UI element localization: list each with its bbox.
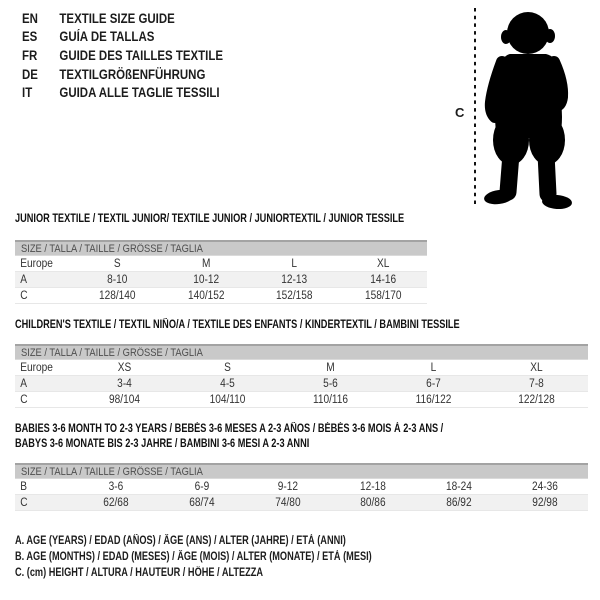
footnote-line xyxy=(15,533,461,549)
table-row xyxy=(15,272,427,288)
size-cell: 6-7 xyxy=(426,377,441,390)
size-cell: XL xyxy=(530,361,543,374)
row-label: A xyxy=(20,273,28,286)
guide-title: GUÍA DE TALLAS xyxy=(59,29,155,45)
size-cell: L xyxy=(291,257,298,270)
guide-title: GUIDA ALLE TAGLIE TESSILI xyxy=(59,85,220,101)
size-cell: 74/80 xyxy=(274,496,301,509)
footnote-legend xyxy=(15,533,461,582)
size-cell: 158/170 xyxy=(364,289,402,302)
size-cell: 18-24 xyxy=(446,480,473,493)
size-cell: 10-12 xyxy=(192,273,219,286)
size-header-bar xyxy=(15,463,588,479)
size-cell: 152/158 xyxy=(275,289,313,302)
size-cell: 116/122 xyxy=(415,393,452,406)
children-table-title: CHILDREN'S TEXTILE / TEXTIL NIÑO/A / TEXTILE DES ENFANTS / KINDERTEXTIL / BAMBINI TESSILE xyxy=(15,319,460,331)
junior-table-title: JUNIOR TEXTILE / TEXTIL JUNIOR/ TEXTILE JUNIOR / JUNIORTEXTIL / JUNIOR TESSILE xyxy=(15,213,405,225)
language-code: DE xyxy=(22,66,38,82)
size-cell: XS xyxy=(117,361,132,374)
size-cell: 3-4 xyxy=(117,377,132,390)
size-cell: 92/98 xyxy=(532,496,558,509)
guide-title: GUIDE DES TAILLES TEXTILE xyxy=(59,47,224,63)
size-cell: 6-9 xyxy=(194,480,210,493)
size-cell: 98/104 xyxy=(109,393,140,406)
footnote-line xyxy=(15,549,461,565)
language-code: IT xyxy=(22,85,33,101)
size-header-label: SIZE / TALLA / TAILLE / GRÖSSE / TAGLIA xyxy=(21,346,203,359)
language-code: EN xyxy=(22,10,38,26)
row-label: Europe xyxy=(20,361,53,374)
language-row xyxy=(22,65,223,84)
guide-title: TEXTILE SIZE GUIDE xyxy=(59,10,175,26)
size-cell: 128/140 xyxy=(98,289,136,302)
row-label: C xyxy=(20,496,28,509)
size-header-bar xyxy=(15,240,427,256)
table-row xyxy=(15,360,588,376)
table-row xyxy=(15,495,588,511)
size-header-label: SIZE / TALLA / TAILLE / GRÖSSE / TAGLIA xyxy=(21,242,203,255)
size-cell: 68/74 xyxy=(189,496,215,509)
size-cell: 8-10 xyxy=(107,273,128,286)
size-cell: 14-16 xyxy=(369,273,396,286)
language-title-list xyxy=(22,9,259,102)
babies-table xyxy=(15,479,588,511)
size-cell: XL xyxy=(376,257,389,270)
size-cell: 9-12 xyxy=(277,480,298,493)
size-cell: S xyxy=(113,257,121,270)
language-code: ES xyxy=(22,29,38,45)
table-row xyxy=(15,288,427,304)
size-cell: 24-36 xyxy=(532,480,559,493)
size-cell: M xyxy=(326,361,335,374)
size-cell: 3-6 xyxy=(108,480,124,493)
size-cell: 122/128 xyxy=(518,393,555,406)
footnote-text: B. AGE (MONTHS) / EDAD (MESES) / ÂGE (MOIS) / ALTER (MONATE) / ETÀ (MESI) xyxy=(15,551,372,564)
size-cell: S xyxy=(224,361,231,374)
table-row xyxy=(15,479,588,495)
row-label: C xyxy=(20,393,28,406)
table-row xyxy=(15,376,588,392)
size-cell: 104/110 xyxy=(209,393,246,406)
babies-table-title: BABIES 3-6 MONTH TO 2-3 YEARS / BEBÉS 3-6 MESES A 2-3 AÑOS / BÉBÉS 3-6 MOIS À 2-3 ANS / BABYS 3-6 MONATE BIS 2-3 JAHRE / BAMBINI 3-6 MESI A 2-3 ANNI xyxy=(15,423,444,450)
size-cell: 7-8 xyxy=(529,377,544,390)
row-label: C xyxy=(20,289,28,302)
size-cell: 5-6 xyxy=(323,377,338,390)
toddler-silhouette-icon xyxy=(450,4,590,214)
language-row xyxy=(22,46,223,65)
table-row xyxy=(15,392,588,408)
row-label: A xyxy=(20,377,28,390)
table-row xyxy=(15,256,427,272)
height-measure-label: C xyxy=(455,105,465,120)
size-cell: 12-13 xyxy=(281,273,308,286)
size-cell: 4-5 xyxy=(220,377,235,390)
row-label: Europe xyxy=(20,257,53,270)
language-row xyxy=(22,28,223,47)
footnote-line xyxy=(15,565,461,581)
size-cell: 110/116 xyxy=(312,393,349,406)
size-cell: 86/92 xyxy=(446,496,472,509)
toddler-silhouette-shape xyxy=(483,12,572,210)
language-row xyxy=(22,9,223,28)
size-cell: 62/68 xyxy=(103,496,129,509)
row-label: B xyxy=(20,480,28,493)
language-code: FR xyxy=(22,47,38,63)
size-cell: 80/86 xyxy=(360,496,387,509)
size-header-label: SIZE / TALLA / TAILLE / GRÖSSE / TAGLIA xyxy=(21,465,203,478)
children-table xyxy=(15,360,588,408)
size-cell: L xyxy=(430,361,437,374)
size-header-bar xyxy=(15,344,588,360)
size-cell: M xyxy=(201,257,210,270)
language-row xyxy=(22,83,223,102)
junior-table xyxy=(15,256,427,304)
footnote-text: C. (cm) HEIGHT / ALTURA / HAUTEUR / HÖHE / ALTEZZA xyxy=(15,567,264,580)
size-cell: 140/152 xyxy=(187,289,225,302)
guide-title: TEXTILGRÖßENFÜHRUNG xyxy=(59,66,206,82)
footnote-text: A. AGE (YEARS) / EDAD (AÑOS) / ÂGE (ANS) / ALTER (JAHRE) / ETÀ (ANNI) xyxy=(15,535,346,547)
size-cell: 12-18 xyxy=(360,480,387,493)
